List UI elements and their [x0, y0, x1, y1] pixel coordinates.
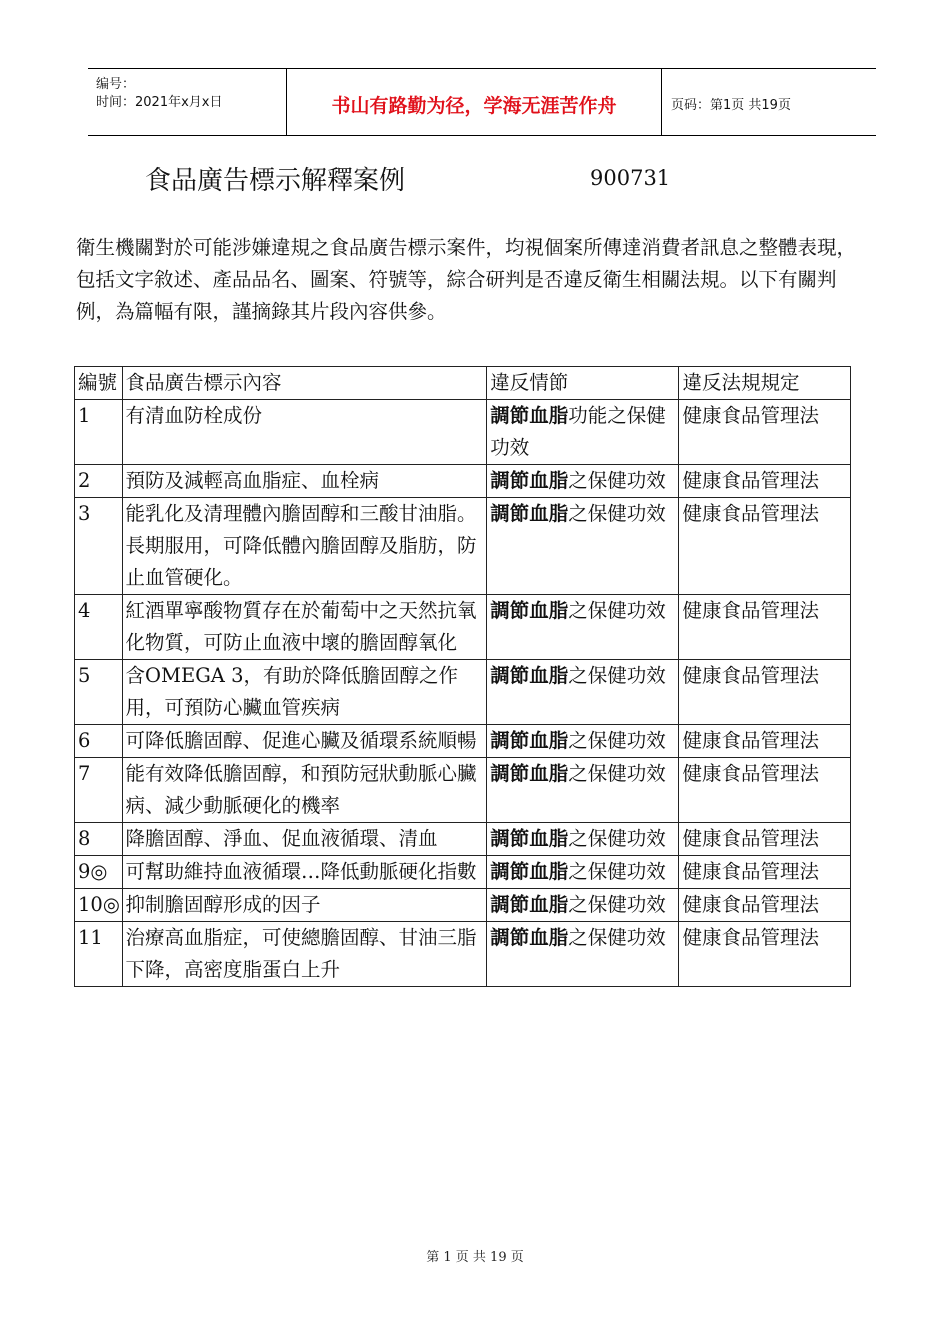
- violation-detail: [487, 922, 679, 987]
- violation-keyword: 調節血脂: [490, 827, 569, 850]
- header-page-label: 页码：第1页 共19页: [671, 98, 791, 113]
- case-number: 7: [75, 758, 123, 823]
- violation-keyword: 調節血脂: [490, 729, 569, 752]
- ad-content: 有清血防栓成份: [122, 400, 487, 465]
- case-number: 11: [75, 922, 123, 987]
- table-row: [75, 889, 851, 922]
- violation-text: 之保健功效: [568, 502, 666, 525]
- violation-detail: [487, 725, 679, 758]
- violation-text: 之保健功效: [568, 762, 666, 785]
- ad-content: 治療高血脂症，可使總膽固醇、甘油三脂下降，高密度脂蛋白上升: [122, 922, 487, 987]
- document-code: 900731: [590, 166, 671, 190]
- intro-text: 衛生機關對於可能涉嫌違規之食品廣告標示案件，均視個案所傳達消費者訊息之整體表現，包括文字敘述、產品品名、圖案、符號等，綜合研判是否違反衛生相關法規。以下有關判例，為篇幅有限，謹摘錄其片段內容供參。: [76, 236, 857, 323]
- case-number: 5: [75, 660, 123, 725]
- table-row: [75, 856, 851, 889]
- violated-law: 健康食品管理法: [679, 498, 851, 595]
- case-number: 4: [75, 595, 123, 660]
- violation-detail: [487, 595, 679, 660]
- ad-content: 抑制膽固醇形成的因子: [122, 889, 487, 922]
- header-meta-cell: [88, 69, 286, 135]
- page-header: [88, 68, 876, 136]
- violation-detail: [487, 856, 679, 889]
- violated-law: 健康食品管理法: [679, 660, 851, 725]
- case-number: 1: [75, 400, 123, 465]
- document-number-label: 编号：: [96, 77, 136, 92]
- case-number: 3: [75, 498, 123, 595]
- violation-detail: [487, 823, 679, 856]
- page-footer: 第 1 页 共 19 页: [426, 1250, 524, 1265]
- table-row: [75, 465, 851, 498]
- ad-content: 紅酒單寧酸物質存在於葡萄中之天然抗氧化物質，可防止血液中壞的膽固醇氧化: [122, 595, 487, 660]
- intro-paragraph: [76, 232, 866, 328]
- violated-law: 健康食品管理法: [679, 922, 851, 987]
- case-number: 9◎: [75, 856, 123, 889]
- header-content: 食品廣告標示內容: [122, 367, 487, 400]
- violated-law: 健康食品管理法: [679, 465, 851, 498]
- table-row: [75, 498, 851, 595]
- violation-text: 之保健功效: [568, 926, 666, 949]
- violated-law: 健康食品管理法: [679, 758, 851, 823]
- violation-text: 之保健功效: [568, 827, 666, 850]
- ad-content: 含OMEGA 3，有助於降低膽固醇之作用，可預防心臟血管疾病: [122, 660, 487, 725]
- violation-keyword: 調節血脂: [490, 926, 569, 949]
- header-motto-cell: [286, 69, 662, 135]
- violated-law: 健康食品管理法: [679, 823, 851, 856]
- violated-law: 健康食品管理法: [679, 889, 851, 922]
- table-row: [75, 758, 851, 823]
- violation-text: 之保健功效: [568, 599, 666, 622]
- violation-detail: [487, 758, 679, 823]
- violation-keyword: 調節血脂: [490, 502, 569, 525]
- violation-text: 之保健功效: [568, 893, 666, 916]
- document-title: 食品廣告標示解釋案例: [145, 166, 406, 196]
- table-row: [75, 595, 851, 660]
- violation-keyword: 調節血脂: [490, 599, 569, 622]
- case-table: [74, 366, 851, 987]
- violated-law: 健康食品管理法: [679, 400, 851, 465]
- violation-text: 之保健功效: [568, 729, 666, 752]
- table-body: [75, 400, 851, 987]
- ad-content: 預防及減輕高血脂症、血栓病: [122, 465, 487, 498]
- violation-text: 之保健功效: [568, 664, 666, 687]
- violation-keyword: 調節血脂: [490, 762, 569, 785]
- table-header-row: [75, 367, 851, 400]
- violation-text: 之保健功效: [568, 860, 666, 883]
- violation-text: 功能之保健功效: [490, 404, 666, 459]
- violation-text: 之保健功效: [568, 469, 666, 492]
- violated-law: 健康食品管理法: [679, 725, 851, 758]
- table-row: [75, 660, 851, 725]
- header-number: 編號: [75, 367, 123, 400]
- case-number: 10◎: [75, 889, 123, 922]
- violation-keyword: 調節血脂: [490, 469, 569, 492]
- header-law: 違反法規規定: [679, 367, 851, 400]
- ad-content: 降膽固醇、淨血、促血液循環、清血: [122, 823, 487, 856]
- case-number: 2: [75, 465, 123, 498]
- table-row: [75, 922, 851, 987]
- violation-detail: [487, 498, 679, 595]
- violation-detail: [487, 400, 679, 465]
- violation-keyword: 調節血脂: [490, 860, 569, 883]
- violation-detail: [487, 660, 679, 725]
- violated-law: 健康食品管理法: [679, 595, 851, 660]
- ad-content: 可幫助維持血液循環…降低動脈硬化指數: [122, 856, 487, 889]
- violation-keyword: 調節血脂: [490, 404, 569, 427]
- header-page-cell: [661, 69, 876, 135]
- violated-law: 健康食品管理法: [679, 856, 851, 889]
- ad-content: 可降低膽固醇、促進心臟及循環系統順暢: [122, 725, 487, 758]
- case-number: 6: [75, 725, 123, 758]
- violation-keyword: 調節血脂: [490, 664, 569, 687]
- violation-detail: [487, 465, 679, 498]
- table-row: [75, 823, 851, 856]
- violation-keyword: 調節血脂: [490, 893, 569, 916]
- header-motto: 书山有路勤为径，学海无涯苦作舟: [331, 95, 617, 117]
- case-number: 8: [75, 823, 123, 856]
- violation-detail: [487, 889, 679, 922]
- header-violation: 違反情節: [487, 367, 679, 400]
- table-row: [75, 725, 851, 758]
- ad-content: 能有效降低膽固醇，和預防冠狀動脈心臟病、減少動脈硬化的機率: [122, 758, 487, 823]
- document-time-label: 时间：2021年x月x日: [96, 95, 223, 110]
- table-row: [75, 400, 851, 465]
- ad-content: 能乳化及清理體內膽固醇和三酸甘油脂。長期服用，可降低體內膽固醇及脂肪，防止血管硬化。: [122, 498, 487, 595]
